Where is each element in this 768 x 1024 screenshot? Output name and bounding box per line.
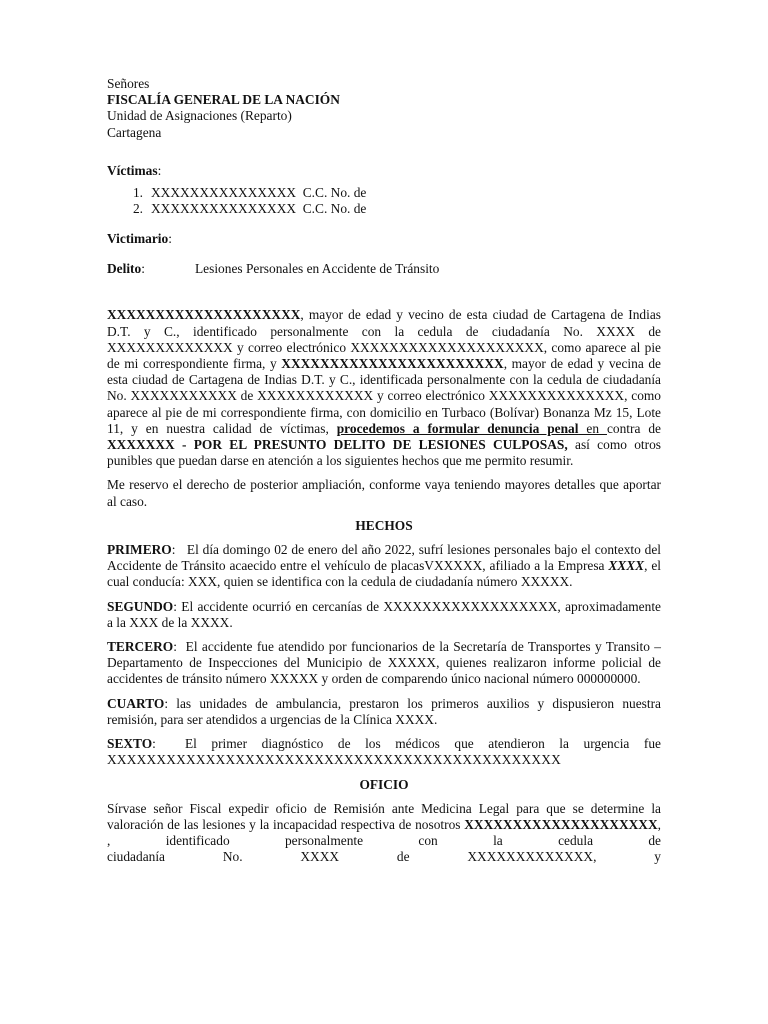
fact-text-end: , el cual conducía: XXX, quien se identifica con la cedula de ciudadanía número XXXXX.: [107, 558, 661, 590]
oficio-word: ciudadanía: [107, 849, 165, 865]
fact-tercero: [107, 639, 665, 688]
victims-colon: :: [157, 162, 162, 178]
oficio-title: OFICIO: [359, 776, 409, 792]
oficio-last-line: [107, 849, 661, 865]
intro-text-3: contra de: [606, 420, 661, 436]
list-item: [107, 185, 661, 201]
oficio-name: XXXXXXXXXXXXXXXXXXXX: [464, 816, 658, 832]
complainant-name-1: XXXXXXXXXXXXXXXXXXXX: [107, 307, 301, 323]
addressee-block: [107, 76, 661, 141]
city-name: Cartagena: [107, 124, 162, 140]
fact-label: SEGUNDO: [107, 598, 174, 614]
victimario-line: [107, 231, 661, 247]
letter-body: [107, 76, 665, 866]
list-number: 2.: [132, 201, 143, 217]
fact-text: las unidades de ambulancia, prestaron los primeros auxilios y dispusieron nuestra remisión, para ser atendidos a urgencias de la Clínica XXXX.: [107, 695, 661, 727]
fact-company: XXXX: [608, 558, 645, 574]
fact-label: PRIMERO: [107, 542, 172, 558]
victims-list: [107, 185, 661, 217]
oficio-word: y: [654, 849, 661, 865]
fact-label: SEXTO: [107, 736, 153, 752]
hechos-title: HECHOS: [355, 517, 413, 533]
complainant-name-2: XXXXXXXXXXXXXXXXXXXXXXX: [281, 356, 504, 372]
victimario-colon: :: [168, 231, 172, 247]
oficio-word: No.: [222, 849, 243, 865]
fact-text: El día domingo 02 de enero del año 2022, sufrí lesiones personales bajo el contexto del Accidente de Tránsito acaecido entre el vehículo de placasVXXXXX, afiliado a la Empresa: [107, 542, 664, 574]
fact-cuarto: [107, 696, 661, 728]
fact-label: TERCERO: [107, 639, 174, 655]
intro-text-4: así como otros punibles que puedan darse en atención a los siguientes hechos que me permito resumir.: [107, 437, 661, 469]
victims-block: [107, 163, 661, 217]
victims-label: Víctimas: [107, 162, 158, 178]
intro-paragraph: [107, 307, 661, 469]
fact-diagnosis: XXXXXXXXXXXXXXXXXXXXXXXXXXXXXXXXXXXXXXXXXXXXXX: [107, 752, 562, 768]
delito-label: Delito: [107, 261, 142, 277]
fact-primero: [107, 542, 664, 591]
intro-en: en: [578, 420, 607, 436]
oficio-word: XXXX: [300, 849, 340, 865]
fact-segundo: [107, 599, 661, 631]
victim-text: XXXXXXXXXXXXXXX C.C. No. de: [151, 201, 367, 217]
fact-sep: :: [152, 736, 156, 752]
oficio-text-1: Sírvase señor Fiscal expedir oficio de Remisión ante Medicina Legal para que se determine la valoración de las lesiones y la incapacidad respectiva de nosotros: [107, 800, 661, 832]
delito-value: Lesiones Personales en Accidente de Tránsito: [195, 261, 440, 277]
unit-name: Unidad de Asignaciones (Reparto): [107, 108, 292, 124]
intro-text-2: , mayor de edad y vecina de esta ciudad de Cartagena de Indias D.T. y C., identificada personalmente con la cedula de ciudadanía No. XXXXXXXXXXX de XXXXXXXXXXXX y correo electrónico XXXXXXXXXXXXXX, como aparece al pie de mi correspondiente firma, con domicilio en Turbaco (Bolívar) Bonanza Mz 15, Lote 11, y en nuestra calidad de víctimas,: [107, 356, 661, 436]
fact-sep: :: [171, 542, 176, 558]
oficio-word: XXXXXXXXXXXXX,: [467, 849, 597, 865]
fact-sep: :: [173, 639, 177, 655]
oficio-word: de: [396, 849, 410, 865]
delito-line: [107, 261, 661, 277]
salutation: Señores: [107, 76, 150, 91]
delito-colon: :: [141, 261, 145, 277]
fact-text: El accidente fue atendido por funcionarios de la Secretaría de Transportes y Transito – Departamento de Inspecciones del Municipio de XXXXX, quienes realizaron informe policial de accidentes de tránsito número XXXXX y orden de comparendo único nacional número 000000000.: [107, 639, 665, 687]
complaint-action: procedemos a formular denuncia penal: [336, 420, 579, 436]
fact-text: El accidente ocurrió en cercanías de XXXXXXXXXXXXXXXXXX, aproximadamente a la XXX de la XXXX.: [107, 598, 661, 630]
fact-text: El primer diagnóstico de los médicos que atendieron la urgencia fue: [155, 736, 661, 752]
oficio-text-2: , , identificado personalmente con la cedula de: [107, 816, 661, 849]
accused-charge: XXXXXXX - POR EL PRESUNTO DELITO DE LESIONES CULPOSAS,: [107, 437, 568, 453]
reserve-paragraph: Me reservo el derecho de posterior ampliación, conforme vaya teniendo mayores detalles que aportar al caso.: [107, 477, 661, 509]
fact-sep: :: [164, 695, 169, 711]
list-item: [107, 201, 661, 217]
victim-text: XXXXXXXXXXXXXXX C.C. No. de: [151, 185, 367, 201]
list-number: 1.: [132, 185, 143, 201]
victimario-label: Victimario: [107, 231, 169, 247]
oficio-paragraph: [107, 801, 661, 866]
fact-sexto: [107, 736, 661, 768]
fact-label: CUARTO: [107, 695, 165, 711]
institution-name: FISCALÍA GENERAL DE LA NACIÓN: [107, 92, 340, 108]
fact-sep: :: [173, 598, 177, 614]
intro-text-1: , mayor de edad y vecino de esta ciudad de Cartagena de Indias D.T. y C., identificado personalmente con la cedula de ciudadanía No. XXXX de XXXXXXXXXXXXX y correo electrónico XXXXXXXXXXXXXXXXXXXX, como aparece al pie de mi correspondiente firma, y: [107, 307, 661, 372]
